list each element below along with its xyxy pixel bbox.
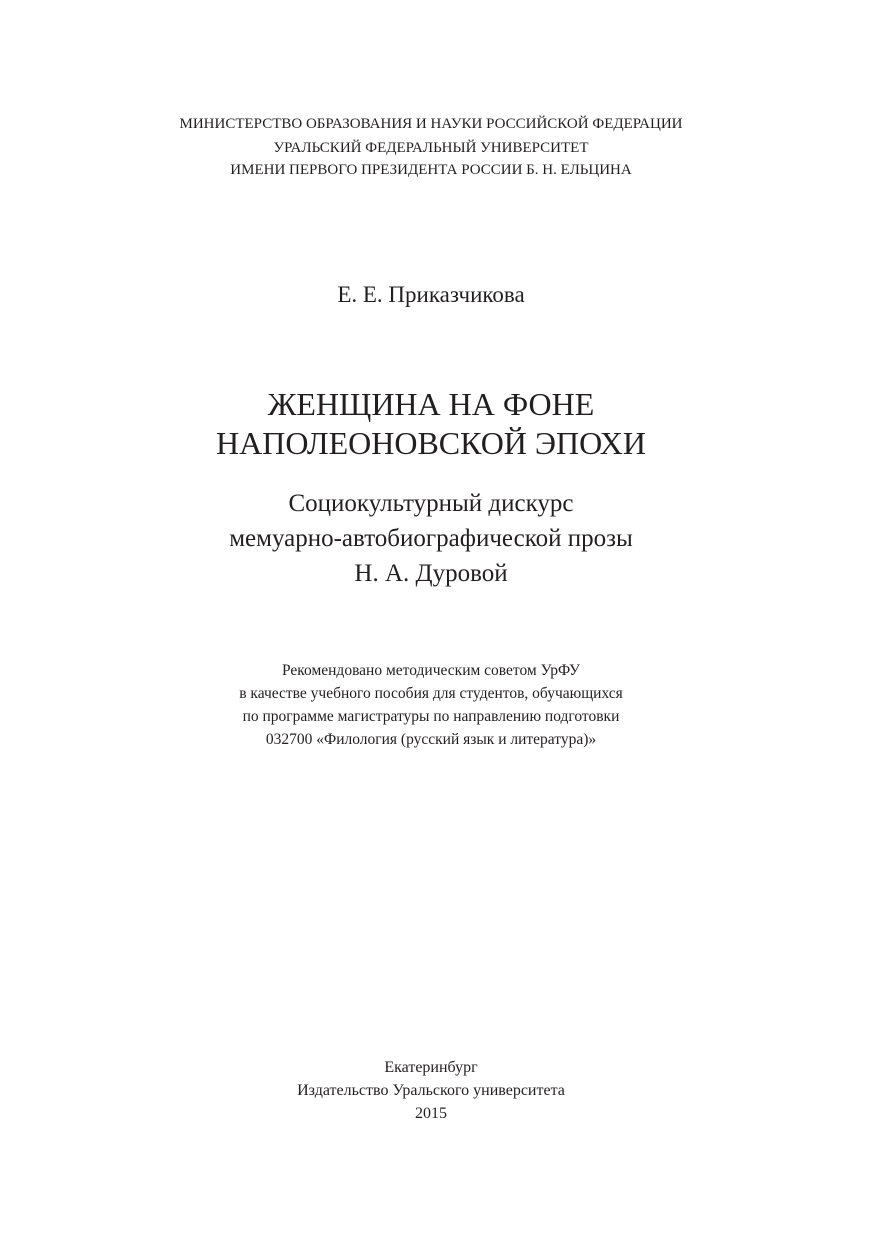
book-title-line-1: ЖЕНЩИНА НА ФОНЕ xyxy=(267,386,595,422)
author-name: Е. Е. Приказчикова xyxy=(337,282,525,307)
recommendation-line-1: Рекомендовано методическим советом УрФУ xyxy=(281,662,581,679)
subtitle-line-3: Н. А. Дуровой xyxy=(354,560,508,587)
imprint-city: Екатеринбург xyxy=(384,1059,478,1076)
imprint-publisher: Издательство Уральского университета xyxy=(297,1082,565,1099)
university-name-continued: ИМЕНИ ПЕРВОГО ПРЕЗИДЕНТА РОССИИ Б. Н. ЕЛЬЦИНА xyxy=(230,162,632,178)
subtitle-line-2: мемуарно-автобиографической прозы xyxy=(229,525,633,552)
imprint-year: 2015 xyxy=(415,1105,447,1122)
recommendation-line-2: в качестве учебного пособия для студентов, обучающихся xyxy=(239,685,623,702)
recommendation-line-4: 032700 «Филология (русский язык и литература)» xyxy=(265,731,597,748)
subtitle-line-1: Социокультурный дискурс xyxy=(288,490,574,517)
recommendation-line-3: по программе магистратуры по направлению подготовки xyxy=(242,708,620,725)
book-title-line-2: НАПОЛЕОНОВСКОЙ ЭПОХИ xyxy=(216,425,646,461)
ministry-name: МИНИСТЕРСТВО ОБРАЗОВАНИЯ И НАУКИ РОССИЙСКОЙ ФЕДЕРАЦИИ xyxy=(179,116,683,132)
university-name: УРАЛЬСКИЙ ФЕДЕРАЛЬНЫЙ УНИВЕРСИТЕТ xyxy=(273,140,589,156)
